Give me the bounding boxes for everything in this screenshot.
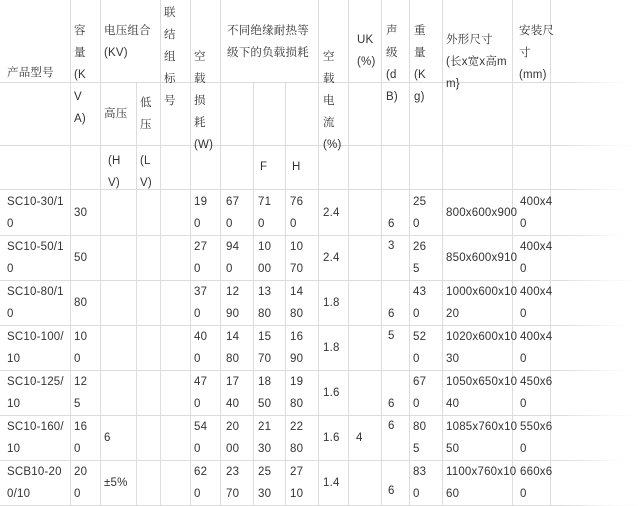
- cell-capacity: 12: [74, 375, 88, 388]
- cell-load-loss-f: 50: [258, 397, 272, 410]
- cell-load-loss: 20: [226, 420, 240, 433]
- cell-dimensions: 60: [446, 487, 460, 500]
- cell-weight: 25: [413, 195, 427, 208]
- cell-install-size: 400x4: [520, 240, 553, 253]
- cell-capacity: 50: [74, 251, 88, 264]
- cell-load-loss-h: 14: [290, 285, 304, 298]
- header-noise-level: B): [386, 91, 398, 103]
- cell-load-loss: 17: [226, 375, 240, 388]
- cell-load-loss-f: 30: [258, 487, 272, 500]
- cell-model: 10: [7, 442, 21, 455]
- header-noload-current: 载: [323, 73, 335, 85]
- header-noload-current: (%): [323, 139, 342, 151]
- cell-load-loss: 12: [226, 285, 240, 298]
- column-rule: [285, 82, 286, 506]
- header-capacity: A): [74, 113, 86, 125]
- cell-install-size: 400x4: [520, 330, 553, 343]
- header-noise-level: 声: [386, 25, 398, 37]
- cell-noload-loss: 47: [194, 375, 208, 388]
- header-noload-loss: 耗: [194, 117, 206, 129]
- cell-capacity: 10: [74, 330, 88, 343]
- cell-load-loss-h: 90: [290, 352, 304, 365]
- cell-install-size: 0: [520, 442, 527, 455]
- cell-load-loss: 14: [226, 330, 240, 343]
- header-load-loss: 不同绝缘耐热等: [227, 25, 309, 37]
- cell-load-loss-f: 13: [258, 285, 272, 298]
- cell-weight: 83: [413, 465, 427, 478]
- header-noload-current: 电: [323, 95, 335, 107]
- cell-noload-loss: 37: [194, 285, 208, 298]
- cell-dimensions: 1100x760x10: [446, 465, 517, 478]
- header-voltage-combination: (KV): [104, 47, 128, 59]
- cell-install-size: 550x6: [520, 420, 553, 433]
- cell-load-loss-f: 00: [258, 262, 272, 275]
- cell-model: SC10-50/1: [7, 240, 64, 253]
- cell-model: SC10-160/: [7, 420, 64, 433]
- cell-noload-loss: 0: [194, 487, 201, 500]
- cell-capacity: 0: [74, 487, 81, 500]
- cell-weight: 5: [413, 442, 420, 455]
- cell-noload-loss: 0: [194, 352, 201, 365]
- cell-load-loss: 00: [226, 442, 240, 455]
- cell-noload-loss: 0: [194, 262, 201, 275]
- header-install-size: 安装尺: [519, 25, 555, 37]
- cell-noload-current: 1.6: [323, 386, 340, 399]
- cell-weight: 67: [413, 375, 427, 388]
- header-weight: (K: [414, 69, 426, 81]
- column-rule: [160, 0, 161, 506]
- cell-noload-loss: 0: [194, 442, 201, 455]
- header-noload-loss: 载: [194, 73, 206, 85]
- cell-install-size: 0: [520, 307, 527, 320]
- cell-capacity: 0: [74, 442, 81, 455]
- cell-install-size: 0: [520, 397, 527, 410]
- cell-dimensions: 20: [446, 307, 460, 320]
- cell-load-loss-h: 10: [290, 487, 304, 500]
- header-weight: 重: [414, 25, 426, 37]
- cell-load-loss-f: 15: [258, 330, 272, 343]
- cell-noload-loss: 40: [194, 330, 208, 343]
- header-load-loss-f: F: [260, 161, 268, 173]
- header-load-loss: 级下的负载损耗: [227, 47, 309, 59]
- cell-capacity: 30: [74, 206, 88, 219]
- header-uk: UK: [357, 34, 374, 46]
- cell-weight: 26: [413, 240, 427, 253]
- header-capacity: (K: [74, 69, 86, 81]
- header-dimensions: (长x宽x高m: [446, 56, 507, 68]
- cell-install-size: 660x6: [520, 465, 553, 478]
- header-noload-loss: 损: [194, 95, 206, 107]
- cell-load-loss-h: 10: [290, 240, 304, 253]
- column-rule: [220, 0, 221, 506]
- column-rule: [70, 0, 71, 506]
- cell-install-size: 400x4: [520, 195, 553, 208]
- cell-install-size: 450x6: [520, 375, 553, 388]
- cell-model: 10: [7, 352, 21, 365]
- cell-weight: 0: [413, 397, 420, 410]
- header-capacity: 容: [74, 25, 86, 37]
- cell-dimensions: 1050x650x10: [446, 375, 518, 388]
- cell-install-size: 0: [520, 262, 527, 275]
- column-rule: [253, 82, 254, 506]
- cell-load-loss: 0: [226, 262, 233, 275]
- header-connection-group: 联: [164, 7, 176, 19]
- cell-load-loss-h: 0: [290, 217, 297, 230]
- header-connection-group: 结: [164, 29, 176, 41]
- cell-weight: 80: [413, 420, 427, 433]
- cell-noload-loss: 62: [194, 465, 208, 478]
- cell-model: 0/10: [7, 487, 31, 500]
- cell-hv: ±5%: [104, 476, 128, 489]
- cell-load-loss-f: 25: [258, 465, 272, 478]
- cell-dimensions: 800x600x900: [446, 206, 518, 219]
- header-hv-label: 高压: [104, 108, 128, 120]
- header-voltage-combination: 电压组合: [104, 25, 151, 37]
- cell-weight: 0: [413, 352, 420, 365]
- cell-load-loss-h: 76: [290, 195, 304, 208]
- cell-capacity: 5: [74, 397, 81, 410]
- cell-weight: 0: [413, 307, 420, 320]
- cell-noload-loss: 54: [194, 420, 208, 433]
- cell-noload-current: 2.4: [323, 206, 340, 219]
- cell-load-loss-f: 70: [258, 352, 272, 365]
- header-install-size: 寸: [519, 47, 531, 59]
- cell-model: SC10-100/: [7, 330, 64, 343]
- cell-noise-level: 6: [388, 218, 395, 230]
- cell-weight: 52: [413, 330, 427, 343]
- header-lv-label: 压: [140, 119, 152, 131]
- header-noload-current: 空: [323, 51, 335, 63]
- header-rule: [0, 145, 640, 146]
- header-noload-loss: 空: [194, 51, 206, 63]
- header-noise-level: (d: [386, 69, 397, 81]
- cell-install-size: 400x4: [520, 285, 553, 298]
- cell-load-loss-f: 10: [258, 240, 272, 253]
- cell-load-loss: 80: [226, 352, 240, 365]
- header-dimensions: 外形尺寸: [446, 34, 493, 46]
- cell-load-loss: 0: [226, 217, 233, 230]
- cell-noise-level: 6: [388, 485, 395, 497]
- cell-load-loss-h: 70: [290, 262, 304, 275]
- cell-capacity: 80: [74, 296, 88, 309]
- cell-load-loss: 40: [226, 397, 240, 410]
- cell-noise-level: 6: [388, 420, 395, 432]
- cell-dimensions: 850x600x910: [446, 251, 518, 264]
- cell-load-loss: 70: [226, 487, 240, 500]
- cell-model: SC10-125/: [7, 375, 64, 388]
- cell-load-loss-h: 80: [290, 442, 304, 455]
- cell-dimensions: 1020x600x10: [446, 330, 518, 343]
- cell-load-loss-h: 27: [290, 465, 304, 478]
- cell-load-loss-f: 30: [258, 442, 272, 455]
- cell-dimensions: 40: [446, 397, 460, 410]
- cell-load-loss-f: 80: [258, 307, 272, 320]
- header-lv-unit: (L: [140, 155, 151, 167]
- cell-model: 0: [7, 262, 14, 275]
- cell-noise-level: 3: [388, 240, 395, 252]
- header-weight: 量: [414, 47, 426, 59]
- cell-load-loss-h: 80: [290, 307, 304, 320]
- header-hv-unit: (H: [108, 155, 121, 167]
- cell-noise-level: 6: [388, 308, 395, 320]
- cell-load-loss-h: 22: [290, 420, 304, 433]
- column-rule: [409, 0, 410, 506]
- cell-install-size: 0: [520, 487, 527, 500]
- header-capacity: 量: [74, 47, 86, 59]
- cell-model: SC10-80/1: [7, 285, 64, 298]
- cell-load-loss-h: 80: [290, 397, 304, 410]
- header-capacity: V: [74, 91, 82, 103]
- cell-load-loss-f: 71: [258, 195, 272, 208]
- header-lv-unit: V): [140, 177, 152, 189]
- header-noload-current: 流: [323, 117, 335, 129]
- cell-load-loss: 94: [226, 240, 240, 253]
- header-load-loss-h: H: [292, 161, 301, 173]
- cell-install-size: 0: [520, 217, 527, 230]
- right-edge-fade: [560, 0, 640, 506]
- cell-capacity: 0: [74, 352, 81, 365]
- column-rule: [318, 0, 319, 506]
- cell-noload-loss: 19: [194, 195, 208, 208]
- cell-noload-current: 1.4: [323, 476, 340, 489]
- column-rule: [348, 0, 349, 506]
- cell-noise-level: 6: [388, 398, 395, 410]
- cell-noload-loss: 27: [194, 240, 208, 253]
- header-noise-level: 级: [386, 47, 398, 59]
- cell-load-loss-h: 19: [290, 375, 304, 388]
- cell-capacity: 16: [74, 420, 88, 433]
- header-hv-unit: V): [108, 177, 120, 189]
- cell-noload-loss: 0: [194, 217, 201, 230]
- cell-load-loss: 23: [226, 465, 240, 478]
- cell-install-size: 0: [520, 352, 527, 365]
- cell-load-loss-f: 18: [258, 375, 272, 388]
- header-dimensions: m}: [446, 78, 460, 90]
- header-install-size: (mm): [519, 69, 547, 81]
- cell-noload-loss: 0: [194, 307, 201, 320]
- column-rule: [190, 0, 191, 506]
- cell-load-loss-h: 16: [290, 330, 304, 343]
- cell-model: SCB10-20: [7, 465, 62, 478]
- cell-dimensions: 1000x600x10: [446, 285, 518, 298]
- cell-noload-current: 1.6: [323, 431, 340, 444]
- cell-noise-level: 5: [388, 330, 395, 342]
- column-rule: [442, 0, 443, 506]
- cell-load-loss: 67: [226, 195, 240, 208]
- cell-noload-current: 2.4: [323, 251, 340, 264]
- cell-model: 10: [7, 397, 21, 410]
- column-rule: [136, 82, 137, 506]
- column-rule: [100, 0, 101, 506]
- cell-weight: 5: [413, 262, 420, 275]
- header-connection-group: 号: [164, 95, 176, 107]
- cell-model: 0: [7, 307, 14, 320]
- column-rule: [381, 0, 382, 506]
- header-lv-label: 低: [140, 97, 152, 109]
- cell-model: 0: [7, 217, 14, 230]
- header-model: 产品型号: [7, 67, 54, 79]
- header-uk: (%): [357, 56, 376, 68]
- cell-hv: 6: [104, 431, 111, 444]
- cell-dimensions: 30: [446, 352, 460, 365]
- cell-dimensions: 50: [446, 442, 460, 455]
- cell-uk: 4: [356, 431, 363, 444]
- cell-weight: 43: [413, 285, 427, 298]
- cell-noload-current: 1.8: [323, 296, 340, 309]
- cell-dimensions: 1085x760x10: [446, 420, 518, 433]
- header-weight: g): [414, 91, 425, 103]
- header-connection-group: 标: [164, 73, 176, 85]
- cell-capacity: 20: [74, 465, 88, 478]
- cell-noload-current: 1.8: [323, 341, 340, 354]
- cell-load-loss-f: 21: [258, 420, 272, 433]
- cell-weight: 0: [413, 217, 420, 230]
- cell-load-loss: 90: [226, 307, 240, 320]
- cell-weight: 0: [413, 487, 420, 500]
- cell-load-loss-f: 0: [258, 217, 265, 230]
- header-connection-group: 组: [164, 51, 176, 63]
- cell-noload-loss: 0: [194, 397, 201, 410]
- header-noload-loss: (W): [194, 139, 214, 151]
- cell-model: SC10-30/1: [7, 195, 64, 208]
